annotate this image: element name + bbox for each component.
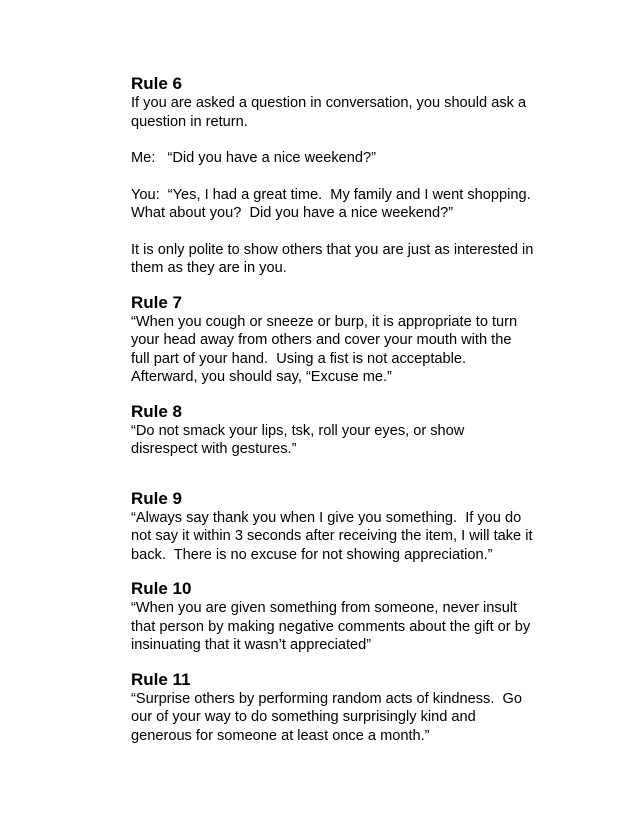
rule-7-section (131, 293, 611, 387)
text-line: back. There is no excuse for not showing appreciation.” (131, 546, 493, 563)
text-line: “Do not smack your lips, tsk, roll your eyes, or show (131, 422, 465, 439)
rule-9-section (131, 489, 611, 565)
rule-6-heading: Rule 6 (131, 74, 183, 93)
text-line: You: “Yes, I had a great time. My family and I went shopping. (131, 186, 531, 203)
rule-9-paragraph (131, 509, 611, 565)
rule-11-heading: Rule 11 (131, 669, 191, 689)
rule-10-section (131, 579, 611, 655)
rule-6-paragraph-1 (131, 94, 611, 131)
rule-6-paragraph-2 (131, 149, 611, 168)
rule-6-paragraph-4 (131, 241, 611, 278)
text-line: generous for someone at least once a month.” (131, 727, 430, 744)
text-line: If you are asked a question in conversation, you should ask a (131, 95, 527, 111)
document-page (131, 74, 611, 745)
rule-8-paragraph (131, 422, 611, 459)
rule-7-heading: Rule 7 (131, 292, 183, 312)
text-line: insinuating that it wasn’t appreciated” (131, 637, 372, 653)
text-line: our of your way to do something surprisingly kind and (131, 709, 476, 725)
rule-6-paragraph-3 (131, 186, 611, 223)
rule-11-paragraph (131, 690, 611, 746)
text-line: “When you cough or sneeze or burp, it is appropriate to turn (131, 313, 518, 330)
text-line: It is only polite to show others that you are just as interested in (131, 241, 534, 258)
text-line: not say it within 3 seconds after receiving the item, I will take it (131, 528, 533, 544)
text-line: Me: “Did you have a nice weekend?” (131, 150, 376, 166)
text-line: Afterward, you should say, “Excuse me.” (131, 369, 392, 385)
text-line: “Always say thank you when I give you something. If you do (131, 509, 522, 526)
rule-7-paragraph (131, 313, 611, 387)
rule-8-section (131, 402, 611, 459)
rule-8-heading: Rule 8 (131, 401, 183, 421)
text-line: that person by making negative comments about the gift or by (131, 618, 531, 635)
text-line: your head away from others and cover your mouth with the (131, 332, 512, 348)
rule-6-section (131, 74, 611, 278)
text-line: What about you? Did you have a nice weekend?” (131, 205, 454, 221)
text-line: them as they are in you. (131, 260, 287, 276)
text-line: “Surprise others by performing random acts of kindness. Go (131, 690, 522, 707)
rule-10-heading: Rule 10 (131, 579, 192, 598)
rule-9-heading: Rule 9 (131, 488, 183, 508)
rule-11-section (131, 670, 611, 746)
text-line: question in return. (131, 113, 248, 130)
text-line: full part of your hand. Using a fist is not acceptable. (131, 350, 467, 367)
rule-10-paragraph (131, 599, 611, 655)
text-line: disrespect with gestures.” (131, 441, 297, 457)
text-line: “When you are given something from someone, never insult (131, 600, 518, 616)
